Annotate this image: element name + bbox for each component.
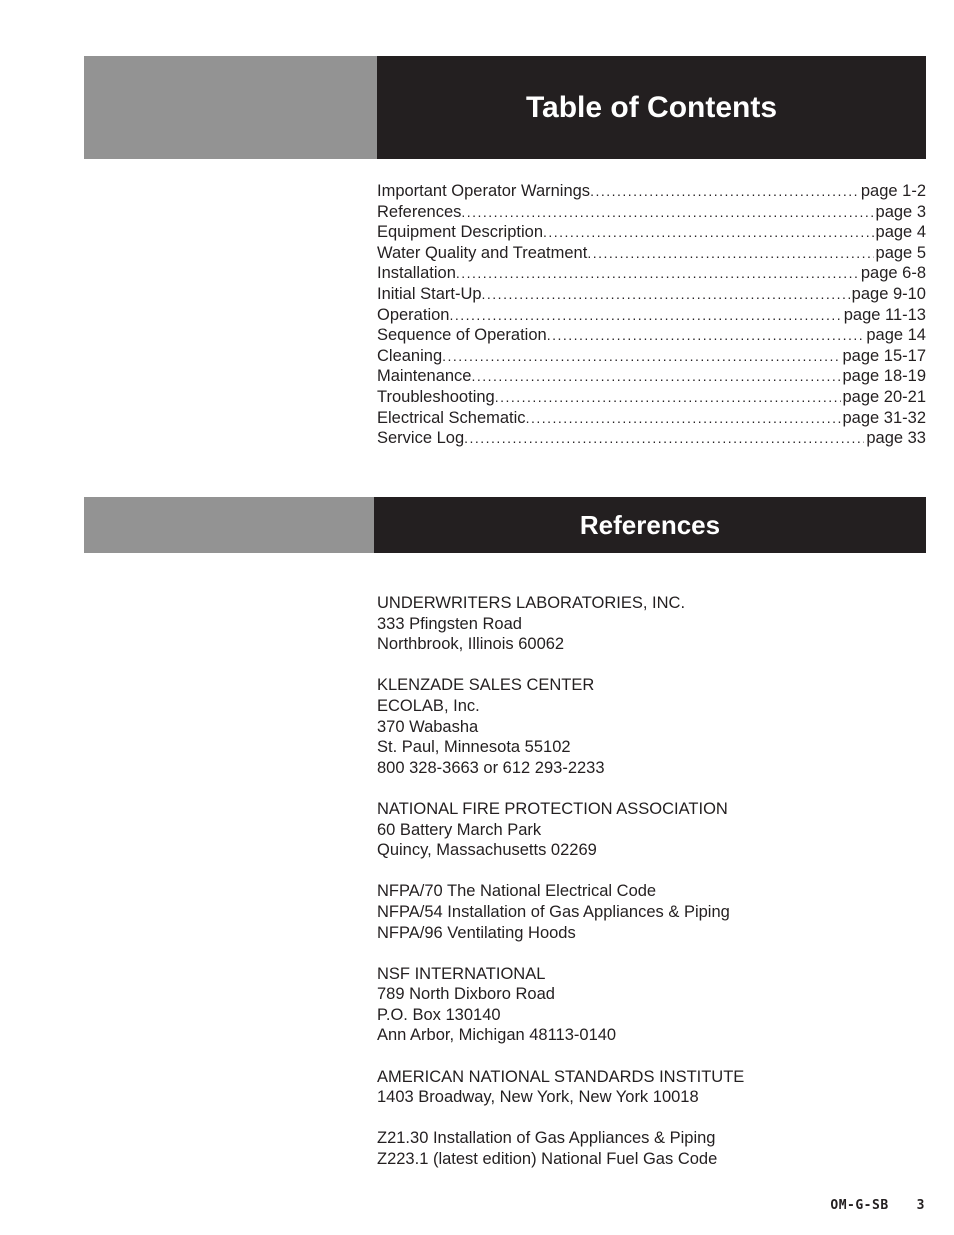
reference-line: 1403 Broadway, New York, New York 10018	[377, 1088, 699, 1107]
toc-entry-title: Cleaning	[377, 346, 443, 365]
reference-line: NFPA/70 The National Electrical Code	[377, 882, 657, 901]
toc-entry-page: page 11-13	[843, 305, 926, 324]
toc-entry-title: Initial Start-Up	[377, 284, 482, 303]
reference-line: AMERICAN NATIONAL STANDARDS INSTITUTE	[377, 1067, 745, 1086]
toc-entry-page: page 9-10	[851, 284, 926, 303]
toc-entry-title: References	[377, 202, 462, 221]
toc-entry	[377, 366, 926, 387]
toc-entry	[377, 408, 926, 429]
toc-entry-page: page 15-17	[842, 346, 926, 365]
toc-heading: Table of Contents	[525, 90, 778, 124]
toc-entry	[377, 181, 926, 202]
reference-block	[377, 593, 917, 655]
toc-entry-page: page 3	[875, 202, 926, 221]
reference-block	[377, 675, 917, 778]
toc-entry-page: page 14	[866, 326, 926, 345]
toc-entry-title: Operation	[377, 305, 450, 324]
toc-list	[377, 181, 926, 449]
reference-line: Ann Arbor, Michigan 48113-0140	[377, 1026, 617, 1045]
toc-entry-title: Troubleshooting	[377, 387, 495, 406]
reference-block	[377, 1128, 917, 1169]
references-list	[377, 593, 917, 1190]
toc-entry-title: Service Log	[377, 429, 465, 448]
toc-entry-title: Sequence of Operation	[377, 326, 547, 345]
reference-line: NFPA/54 Installation of Gas Appliances & Piping	[377, 902, 730, 921]
reference-line: UNDERWRITERS LABORATORIES, INC.	[377, 594, 686, 612]
toc-entry	[377, 387, 926, 408]
reference-line: Quincy, Massachusetts 02269	[377, 841, 597, 860]
reference-line: 60 Battery March Park	[377, 820, 542, 839]
toc-dot-leader	[495, 387, 841, 408]
toc-dot-leader	[587, 243, 873, 264]
toc-entry-title: Water Quality and Treatment	[377, 243, 588, 262]
toc-entry	[377, 243, 926, 264]
toc-entry-page: page 18-19	[842, 367, 926, 386]
toc-entry-title: Maintenance	[377, 367, 472, 386]
reference-line: KLENZADE SALES CENTER	[377, 676, 595, 695]
toc-entry-page: page 5	[875, 243, 926, 262]
toc-entry	[377, 222, 926, 243]
toc-dot-leader	[461, 202, 873, 223]
toc-dot-leader	[526, 408, 841, 429]
reference-line: Z21.30 Installation of Gas Appliances & Piping	[377, 1129, 716, 1148]
toc-entry-title: Important Operator Warnings	[377, 182, 591, 200]
reference-block	[377, 1067, 917, 1108]
toc-dot-leader	[590, 181, 859, 202]
reference-block	[377, 881, 917, 943]
toc-entry-page: page 4	[875, 223, 926, 242]
reference-line: St. Paul, Minnesota 55102	[377, 738, 571, 757]
toc-dot-leader	[543, 222, 874, 243]
reference-line: Northbrook, Illinois 60062	[377, 635, 565, 654]
reference-line: 370 Wabasha	[377, 717, 479, 736]
reference-line: P.O. Box 130140	[377, 1005, 501, 1024]
doc-code: OM-G-SB	[830, 1198, 889, 1213]
reference-line: ECOLAB, Inc.	[377, 696, 480, 715]
reference-line: Z223.1 (latest edition) National Fuel Gas Code	[377, 1150, 718, 1169]
references-header-gray-band	[84, 497, 374, 553]
toc-entry	[377, 346, 926, 367]
toc-entry-title: Installation	[377, 264, 456, 283]
toc-header	[377, 56, 926, 159]
toc-entry	[377, 325, 926, 346]
reference-line: 800 328-3663 or 612 293-2233	[377, 758, 605, 777]
toc-entry-page: page 20-21	[842, 387, 926, 406]
toc-entry-page: page 1-2	[860, 182, 926, 200]
reference-line: NATIONAL FIRE PROTECTION ASSOCIATION	[377, 799, 728, 818]
toc-entry-title: Equipment Description	[377, 223, 543, 242]
references-header	[374, 497, 926, 553]
toc-entry	[377, 284, 926, 305]
reference-line: NSF INTERNATIONAL	[377, 964, 546, 983]
page-number: 3	[916, 1198, 925, 1213]
toc-entry-page: page 33	[866, 429, 926, 448]
toc-header-gray-band	[84, 56, 377, 159]
toc-entry-page: page 31-32	[842, 408, 926, 427]
toc-dot-leader	[442, 346, 840, 367]
reference-block	[377, 799, 917, 861]
toc-dot-leader	[471, 366, 840, 387]
toc-entry	[377, 428, 926, 449]
toc-dot-leader	[449, 305, 841, 326]
toc-entry	[377, 305, 926, 326]
toc-entry-page: page 6-8	[860, 264, 926, 283]
toc-entry-title: Electrical Schematic	[377, 408, 526, 427]
toc-dot-leader	[547, 325, 865, 346]
toc-entry	[377, 263, 926, 284]
toc-dot-leader	[482, 284, 850, 305]
toc-dot-leader	[456, 263, 859, 284]
reference-line: 333 Pfingsten Road	[377, 614, 522, 633]
toc-entry	[377, 202, 926, 223]
reference-line: 789 North Dixboro Road	[377, 985, 555, 1004]
reference-line: NFPA/96 Ventilating Hoods	[377, 923, 576, 942]
toc-dot-leader	[464, 428, 864, 449]
reference-block	[377, 964, 917, 1046]
references-heading: References	[579, 509, 721, 540]
page-footer	[830, 1198, 925, 1213]
